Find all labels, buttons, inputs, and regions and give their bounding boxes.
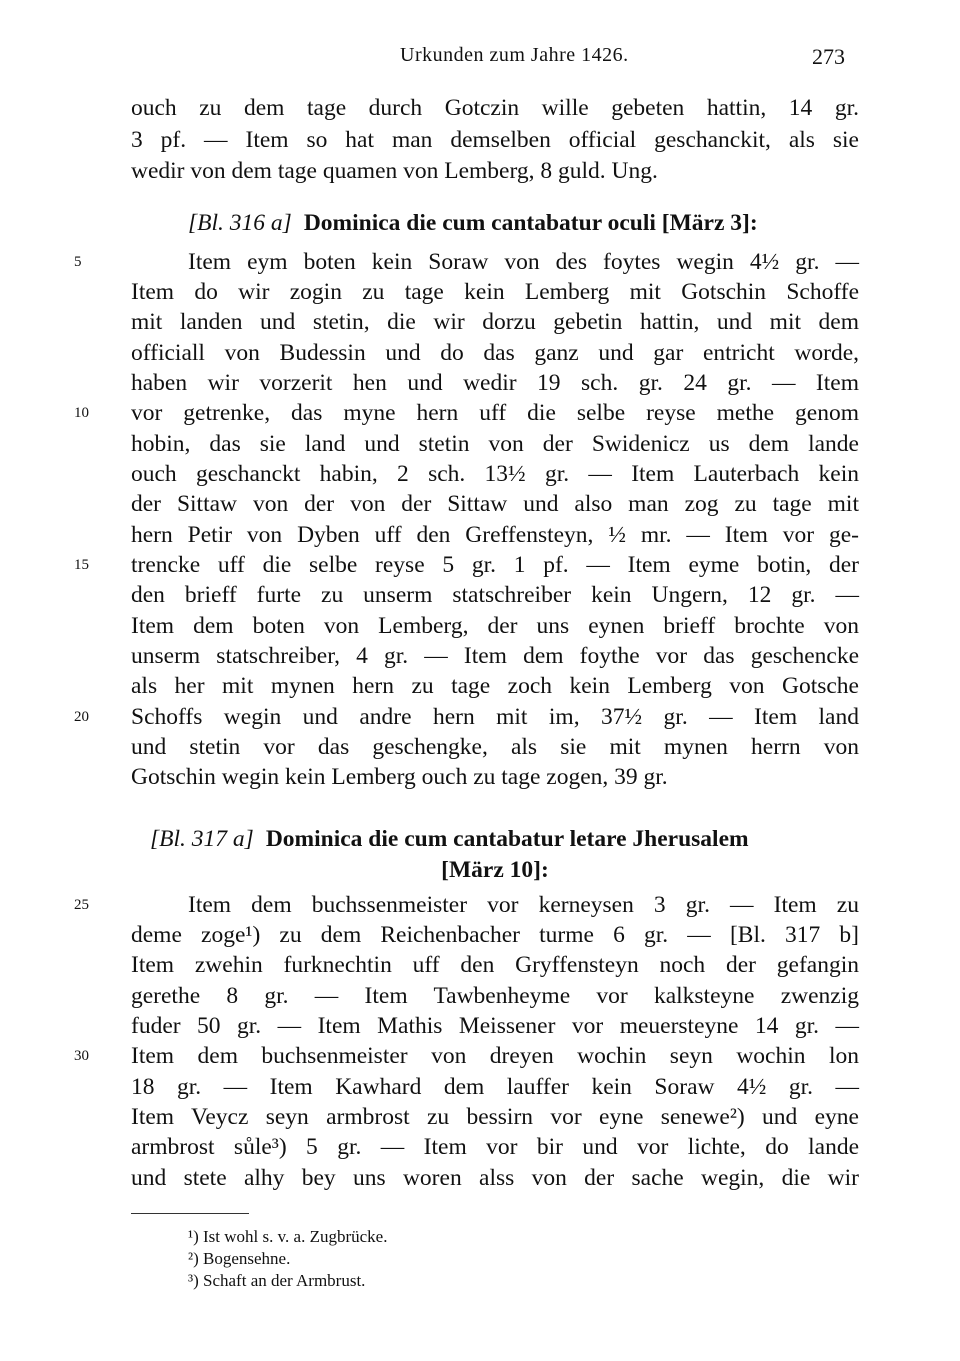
line-number: 15 <box>74 557 89 573</box>
page-number: 273 <box>812 44 845 69</box>
text-line: Gotschin wegin kein Lemberg ouch zu tage zogen, 39 gr. <box>131 764 668 790</box>
text-line: fuder 50 gr. — Item Mathis Meissener vor meuersteyne 14 gr. — <box>131 1013 859 1039</box>
text-line: trencke uff die selbe reyse 5 gr. 1 pf. — Item eyme botin, der <box>131 552 859 578</box>
heading-title: Dominica die cum cantabatur letare Jherusalem <box>265 826 749 852</box>
text-line: 3 pf. — Item so hat man demselben official geschanckit, als sie <box>131 127 859 153</box>
text-line: Item eym boten kein Soraw von des foytes wegin 4½ gr. — <box>188 249 859 275</box>
line-number: 10 <box>74 405 89 421</box>
heading-title: Dominica die cum cantabatur oculi [März 3]: <box>303 210 758 236</box>
text-line: Item dem buchsenmeister von dreyen wochin seyn wochin lon <box>131 1043 859 1069</box>
footnote: ²) Bogensehne. <box>188 1249 291 1268</box>
line-number: 25 <box>74 897 89 913</box>
text-line: officiall von Budessin und do das ganz und gar entricht worde, <box>131 340 859 366</box>
section-heading <box>150 824 749 854</box>
text-line: der Sittaw von der von der Sittaw und also man zog zu tage mit <box>131 491 859 517</box>
text-line: den brieff furte zu unserm statschreiber kein Ungern, 12 gr. — <box>131 582 859 608</box>
text-line: Item Veycz seyn armbrost zu bessirn vor eyne senewe²) und eyne <box>131 1104 859 1130</box>
text-line: Item dem boten von Lemberg, der uns eynen brieff brochte von <box>131 613 859 639</box>
text-line: mit landen und stetin, die wir dorzu gebetin hattin, und mit dem <box>131 309 859 335</box>
text-line: Item zwehin furknechtin uff den Gryffensteyn noch der gefangin <box>131 952 859 978</box>
text-line: unserm statschreiber, 4 gr. — Item dem foythe vor das geschencke <box>131 643 859 669</box>
footnote: ¹) Ist wohl s. v. a. Zugbrücke. <box>188 1227 388 1246</box>
line-number: 20 <box>74 709 89 725</box>
folio-reference: [Bl. 316 a] <box>188 210 292 236</box>
text-line: ouch zu dem tage durch Gotczin wille gebeten hattin, 14 gr. <box>131 95 859 121</box>
footnote-separator <box>131 1213 249 1214</box>
section-heading <box>188 208 758 238</box>
text-line: und stetin vor das geschengke, als sie mit mynen herrn von <box>131 734 859 760</box>
section-heading-date: [März 10]: <box>441 857 549 883</box>
text-line: haben wir vorzerit hen und wedir 19 sch. gr. 24 gr. — Item <box>131 370 859 396</box>
text-line: hobin, das sie land und stetin von der Swidenicz us dem lande <box>131 431 859 457</box>
text-line: hern Petir von Dyben uff den Greffensteyn, ½ mr. — Item vor ge- <box>131 522 859 548</box>
text-line: und stete alhy bey uns woren alss von der sache wegin, die wir <box>131 1165 859 1191</box>
text-line: armbrost sůle³) 5 gr. — Item vor bir und vor lichte, do lande <box>131 1134 859 1160</box>
line-number: 30 <box>74 1048 89 1064</box>
running-head <box>0 44 960 74</box>
text-line: deme zoge¹) zu dem Reichenbacher turme 6 gr. — [Bl. 317 b] <box>131 922 859 948</box>
line-number: 5 <box>74 254 82 270</box>
running-head-title: Urkunden zum Jahre 1426. <box>400 44 629 66</box>
folio-reference: [Bl. 317 a] <box>150 826 254 852</box>
text-line: Item dem buchssenmeister vor kerneysen 3 gr. — Item zu <box>188 892 859 918</box>
text-line: Schoffs wegin und andre hern mit im, 37½ gr. — Item land <box>131 704 859 730</box>
text-line: wedir von dem tage quamen von Lemberg, 8 guld. Ung. <box>131 158 658 184</box>
text-line: vor getrenke, das myne hern uff die selbe reyse methe genom <box>131 400 859 426</box>
text-line: 18 gr. — Item Kawhard dem lauffer kein Soraw 4½ gr. — <box>131 1074 859 1100</box>
text-line: Item do wir zogin zu tage kein Lemberg mit Gotschin Schoffe <box>131 279 859 305</box>
text-line: ouch geschanckt habin, 2 sch. 13½ gr. — Item Lauterbach kein <box>131 461 859 487</box>
text-line: gerethe 8 gr. — Item Tawbenheyme vor kalksteyne zwenzig <box>131 983 859 1009</box>
footnote: ³) Schaft an der Armbrust. <box>188 1271 366 1290</box>
text-line: als her mit mynen hern zu tage zoch kein Lemberg von Gotsche <box>131 673 859 699</box>
